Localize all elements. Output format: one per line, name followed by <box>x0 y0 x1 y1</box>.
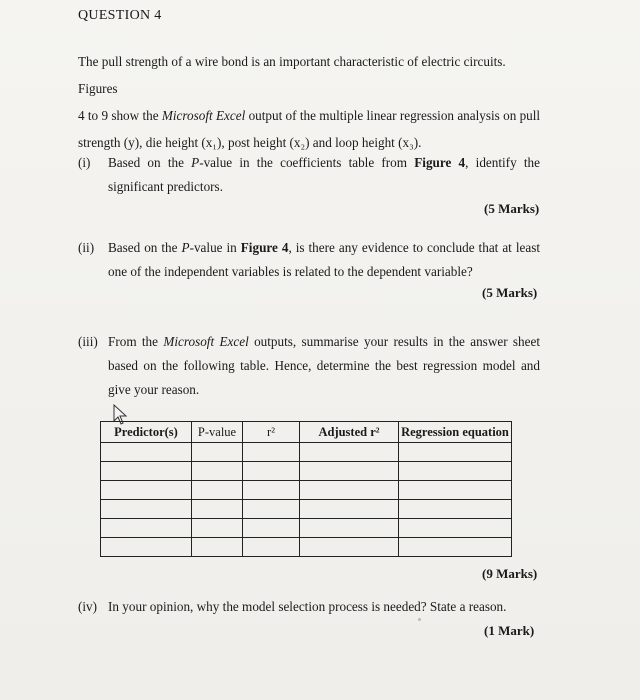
table-row <box>101 462 512 481</box>
table-cell <box>192 519 243 538</box>
text: outputs, summarise your results in the answer sheet based on the following table. Hence, determine the best regression model and give your reason. <box>108 334 541 397</box>
table-row <box>101 519 512 538</box>
software-name: Microsoft Excel <box>161 108 246 123</box>
table-cell <box>243 443 300 462</box>
marks-ii: (5 Marks) <box>482 285 538 300</box>
table-cell <box>192 500 243 519</box>
table-cell <box>101 519 192 538</box>
table-cell <box>243 500 300 519</box>
table-header-row <box>101 422 512 443</box>
table-cell <box>300 538 399 557</box>
table-cell <box>300 443 399 462</box>
table-cell <box>399 519 512 538</box>
table-cell <box>243 481 300 500</box>
part-number: (i) <box>78 155 91 170</box>
summary-table <box>100 421 512 557</box>
col-predictors: Predictor(s) <box>101 422 192 443</box>
marks-iv: (1 Mark) <box>484 623 535 638</box>
text: From the <box>108 334 164 349</box>
figure-ref: Figure 4 <box>414 155 466 170</box>
intro-line-1: The pull strength of a wire bond is an important characteristic of electric circuits. Figures <box>78 54 506 96</box>
intro-text: 4 to 9 show the <box>78 108 162 123</box>
part-text <box>108 151 540 199</box>
table-cell <box>243 519 300 538</box>
part-text <box>108 236 540 284</box>
table-cell <box>399 443 512 462</box>
table-cell <box>101 443 192 462</box>
marks-iii: (9 Marks) <box>482 566 538 581</box>
table-cell <box>101 462 192 481</box>
text: P <box>191 155 200 170</box>
text: , is there any evidence to conclude that at least one of the independent variables is related to the dependent variable? <box>108 240 540 279</box>
table-cell <box>101 538 192 557</box>
table-cell <box>399 462 512 481</box>
col-r-squared: r² <box>243 422 300 443</box>
table-cell <box>300 519 399 538</box>
table-row <box>101 443 512 462</box>
table-cell <box>399 500 512 519</box>
col-regression-equation: Regression equation <box>399 422 512 443</box>
part-number: (ii) <box>78 240 95 255</box>
col-p-value: P-value <box>192 422 243 443</box>
intro-line-3: strength (y), die height (x₁), post height (x₂) and loop height (x₃). <box>78 135 422 150</box>
text: Based on the <box>108 240 182 255</box>
paper-speck <box>418 618 421 621</box>
text: , identify the significant predictors. <box>108 155 540 194</box>
table-cell <box>399 481 512 500</box>
intro-paragraph <box>78 48 548 156</box>
part-number: (iii) <box>78 334 98 349</box>
marks-i: (5 Marks) <box>484 201 540 216</box>
table-cell <box>101 500 192 519</box>
part-text <box>108 330 540 402</box>
table-cell <box>300 500 399 519</box>
part-text: In your opinion, why the model selection process is needed? State a reason. <box>108 599 507 614</box>
text: -value in the coefficients table from <box>199 155 415 170</box>
text: P <box>181 240 190 255</box>
text: -value in <box>189 240 241 255</box>
intro-line-2 <box>78 102 548 129</box>
table-cell <box>243 538 300 557</box>
software-name: Microsoft Excel <box>163 334 249 349</box>
table-cell <box>300 481 399 500</box>
table-cell <box>101 481 192 500</box>
intro-text: output of the multiple linear regression analysis on pull <box>245 108 541 123</box>
table-cell <box>243 462 300 481</box>
table-row <box>101 481 512 500</box>
question-title: QUESTION 4 <box>78 8 162 23</box>
table-cell <box>192 443 243 462</box>
text: Based on the <box>108 155 192 170</box>
part-number: (iv) <box>78 599 98 614</box>
table-cell <box>192 538 243 557</box>
table-cell <box>192 462 243 481</box>
table-row <box>101 538 512 557</box>
table-cell <box>192 481 243 500</box>
table-cell <box>300 462 399 481</box>
col-adjusted-r-squared: Adjusted r² <box>300 422 399 443</box>
table-cell <box>399 538 512 557</box>
figure-ref: Figure 4 <box>240 240 289 255</box>
table-row <box>101 500 512 519</box>
